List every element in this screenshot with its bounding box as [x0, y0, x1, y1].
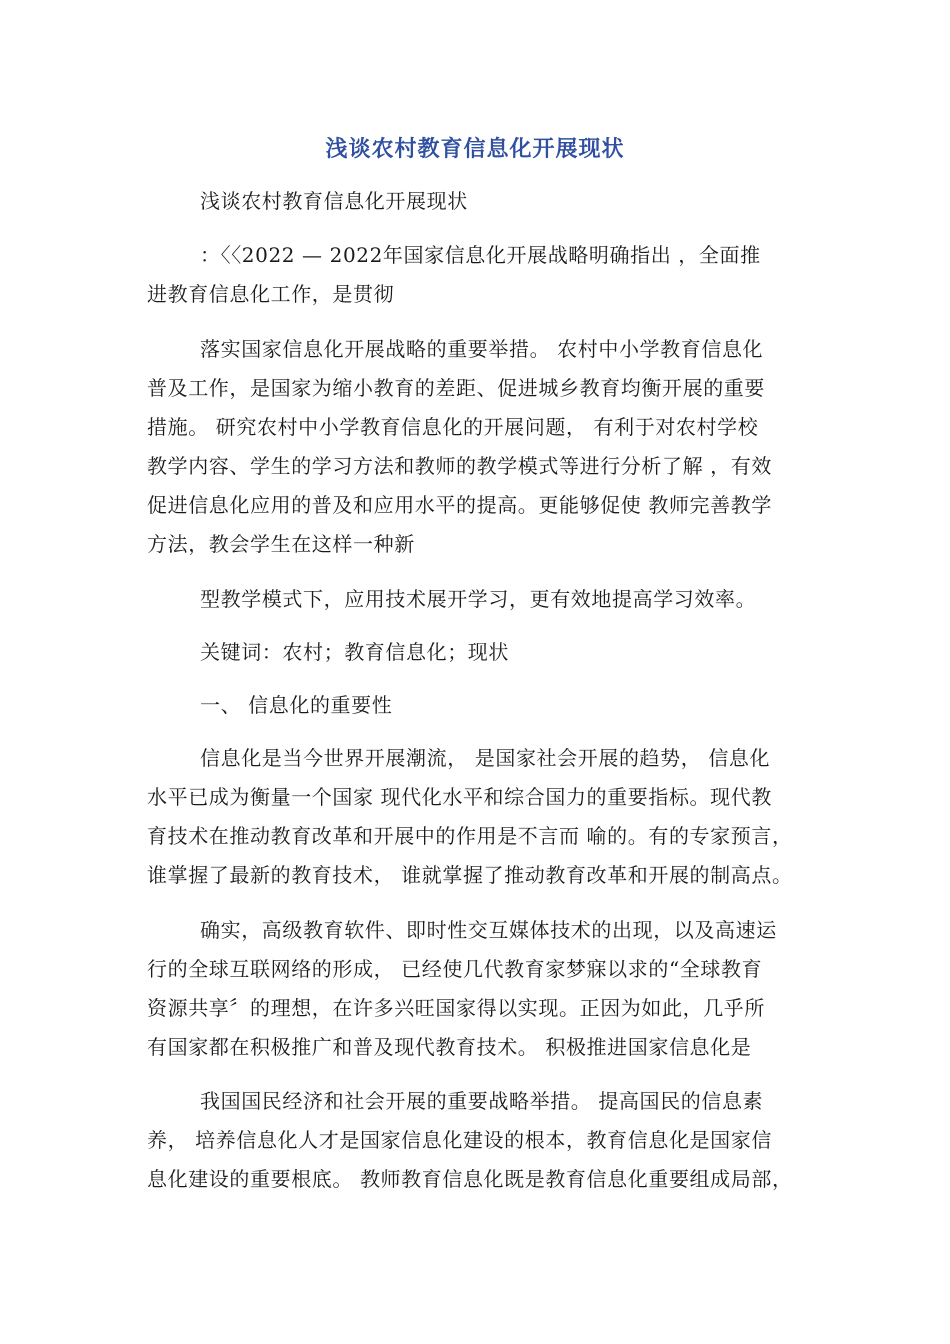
- text-line: 信息化是当今世界开展潮流， 是国家社会开展的趋势， 信息化: [200, 746, 771, 770]
- text-line: 有国家都在积极推广和普及现代教育技术。 积极推进国家信息化是: [147, 1035, 752, 1059]
- paragraph-subtitle: [147, 182, 817, 221]
- text-line: 息化建设的重要根底。 教师教育信息化既是教育信息化重要组成局部，: [147, 1167, 793, 1191]
- paragraph-importance: [147, 739, 817, 895]
- text-line: 行的全球互联网络的形成， 已经使几代教育家梦寐以求的“全球教育: [147, 957, 763, 981]
- text-line: 进教育信息化工作，是贯彻: [147, 282, 395, 306]
- text-line: 教学内容、学生的学习方法和教师的教学模式等进行分析了解 ，有效: [147, 454, 772, 478]
- text-line: 谁掌握了最新的教育技术， 谁就掌握了推动教育改革和开展的制高点。: [147, 863, 793, 887]
- text-line: ：〈〈2022 — 2022年国家信息化开展战略明确指出 ，全面推: [200, 243, 761, 267]
- text-line: 水平已成为衡量一个国家 现代化水平和综合国力的重要指标。现代教: [147, 785, 772, 809]
- text-line: 方法，教会学生在这样一种新: [147, 532, 415, 556]
- text-line: 一、 信息化的重要性: [200, 693, 393, 717]
- text-line: 普及工作，是国家为缩小教育的差距、促进城乡教育均衡开展的重要: [147, 376, 765, 400]
- paragraph-intro: [147, 236, 817, 314]
- paragraph-technology: [147, 911, 817, 1067]
- text-line: 措施。 研究农村中小学教育信息化的开展问题， 有利于对农村学校: [147, 415, 759, 439]
- text-line: 育技术在推动教育改革和开展中的作用是不言而 喻的。有的专家预言，: [147, 824, 793, 848]
- text-line: 型教学模式下，应用技术展开学习，更有效地提高学习效率。: [200, 587, 757, 611]
- text-line: 养， 培养信息化人才是国家信息化建设的根本，教育信息化是国家信: [147, 1128, 772, 1152]
- text-line: 促进信息化应用的普及和应用水平的提高。更能够促使 教师完善教学: [147, 493, 772, 517]
- text-line: 浅谈农村教育信息化开展现状: [200, 189, 468, 213]
- text-line: 确实，高级教育软件、即时性交互媒体技术的出现，以及高速运: [200, 918, 777, 942]
- text-line: 落实国家信息化开展战略的重要举措。 农村中小学教育信息化: [200, 337, 764, 361]
- paragraph-keywords: [147, 633, 817, 672]
- section-heading: [147, 686, 817, 725]
- text-line: 我国国民经济和社会开展的重要战略举措。 提高国民的信息素: [200, 1089, 764, 1113]
- paragraph-teaching-mode: [147, 580, 817, 619]
- document-title: 浅谈农村教育信息化开展现状: [325, 137, 625, 162]
- paragraph-measures: [147, 330, 817, 564]
- paragraph-strategy: [147, 1082, 817, 1199]
- text-line: 资源共享〞的理想，在许多兴旺国家得以实现。正因为如此，几乎所: [147, 996, 765, 1020]
- text-line: 关键词：农村；教育信息化；现状: [200, 640, 509, 664]
